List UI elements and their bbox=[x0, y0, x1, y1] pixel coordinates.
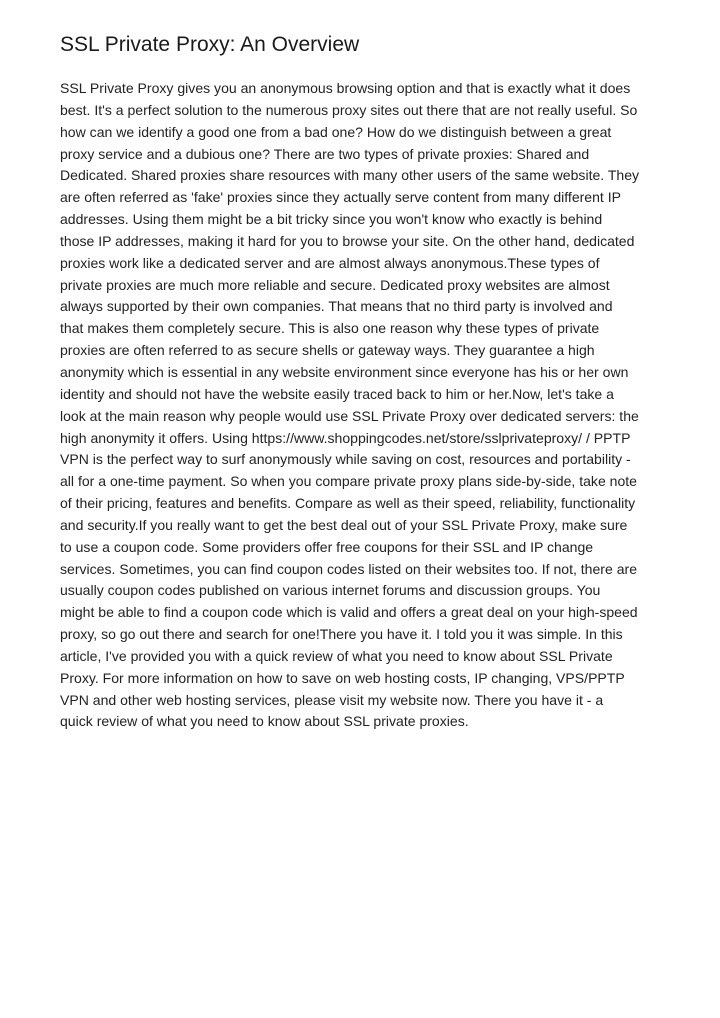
article-body bbox=[60, 78, 660, 733]
article-line: proxies are often referred to as secure shells or gateway ways. They guarantee a high bbox=[60, 342, 595, 359]
article-line: VPN and other web hosting services, please visit my website now. There you have it - a bbox=[60, 691, 604, 708]
article-line: VPN is the perfect way to surf anonymously while saving on cost, resources and portability - bbox=[60, 451, 631, 468]
article-line: article, I've provided you with a quick review of what you need to know about SSL Private bbox=[60, 647, 613, 664]
article-line: always supported by their own companies. That means that no third party is involved and bbox=[60, 298, 613, 315]
article-line: that makes them completely secure. This is also one reason why these types of private bbox=[60, 320, 600, 337]
article-line: of their pricing, features and benefits. Compare as well as their speed, reliability, functionality bbox=[60, 495, 636, 512]
article-line: private proxies are much more reliable and secure. Dedicated proxy websites are almost bbox=[60, 276, 610, 293]
article-line: identity and should not have the website easily traced back to him or her.Now, let's take a bbox=[60, 385, 614, 402]
article-line: are often referred as 'fake' proxies since they actually serve content from many different IP bbox=[60, 189, 622, 206]
article-line: best. It's a perfect solution to the numerous proxy sites out there that are not really useful. So bbox=[60, 101, 638, 118]
article-line: high anonymity it offers. Using https://www.shoppingcodes.net/store/sslprivateproxy/ / PPTP bbox=[60, 429, 631, 446]
article-line: Dedicated. Shared proxies share resources with many other users of the same website. They bbox=[60, 167, 640, 184]
article-line: Proxy. For more information on how to save on web hosting costs, IP changing, VPS/PPTP bbox=[60, 669, 625, 686]
article-line: proxy, so go out there and search for one!There you have it. I told you it was simple. In this bbox=[60, 626, 623, 643]
article-line: to use a coupon code. Some providers offer free coupons for their SSL and IP change bbox=[60, 538, 594, 555]
article-line: look at the main reason why people would use SSL Private Proxy over dedicated servers: the bbox=[60, 407, 639, 424]
article-line: SSL Private Proxy gives you an anonymous browsing option and that is exactly what it does bbox=[60, 80, 631, 96]
article-line: proxies work like a dedicated server and are almost always anonymous.These types of bbox=[60, 254, 600, 271]
article-line: how can we identify a good one from a bad one? How do we distinguish between a great bbox=[60, 123, 612, 140]
article-line: and security.If you really want to get the best deal out of your SSL Private Proxy, make sure bbox=[60, 516, 628, 533]
article-line: addresses. Using them might be a bit tricky since you won't know who exactly is behind bbox=[60, 211, 603, 228]
article-line: usually coupon codes published on various internet forums and discussion groups. You bbox=[60, 582, 601, 599]
page-title: SSL Private Proxy: An Overview bbox=[60, 33, 360, 56]
article-line: anonymity which is essential in any website environment since everyone has his or her own bbox=[60, 363, 629, 380]
article-line: services. Sometimes, you can find coupon codes listed on their websites too. If not, there are bbox=[60, 560, 638, 577]
article-line: quick review of what you need to know about SSL private proxies. bbox=[60, 713, 469, 730]
article-line: proxy service and a dubious one? There are two types of private proxies: Shared and bbox=[60, 145, 590, 162]
article-line: all for a one-time payment. So when you compare private proxy plans side-by-side, take note bbox=[60, 473, 637, 490]
article-line: those IP addresses, making it hard for you to browse your site. On the other hand, dedicated bbox=[60, 232, 635, 249]
article-line: might be able to find a coupon code which is valid and offers a great deal on your high-speed bbox=[60, 604, 638, 621]
